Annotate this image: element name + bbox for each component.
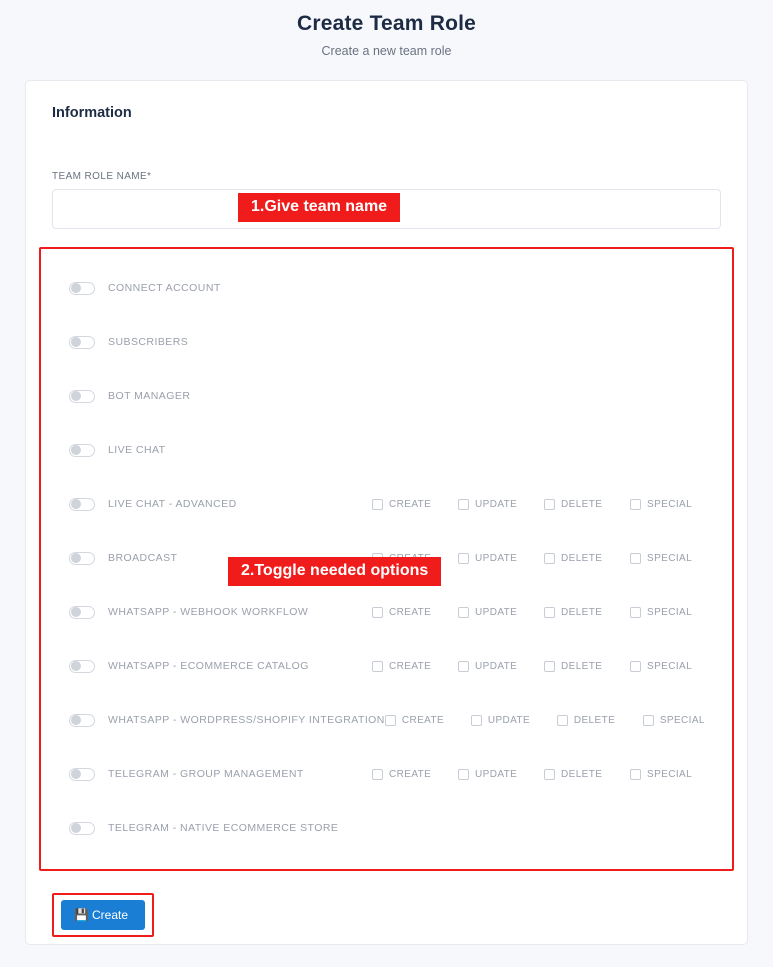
- checkbox-icon[interactable]: [544, 769, 555, 780]
- permission-toggle[interactable]: [69, 552, 95, 565]
- page-subtitle: Create a new team role: [321, 44, 452, 58]
- create-button-highlight: [52, 893, 154, 937]
- permission-action-label: UPDATE: [475, 606, 518, 618]
- page-title: Create Team Role: [296, 12, 477, 35]
- checkbox-icon[interactable]: [630, 661, 641, 672]
- checkbox-icon[interactable]: [643, 715, 654, 726]
- permission-action-label: SPECIAL: [647, 660, 693, 672]
- permission-label: LIVE CHAT - ADVANCED: [108, 498, 237, 510]
- permission-toggle[interactable]: [69, 498, 95, 511]
- permission-label: TELEGRAM - NATIVE ECOMMERCE STORE: [108, 822, 339, 834]
- permission-toggle[interactable]: [69, 606, 95, 619]
- permission-action-delete[interactable]: [544, 499, 606, 510]
- permission-toggle[interactable]: [69, 390, 95, 403]
- permission-actions: [372, 661, 714, 672]
- page-header: [0, 0, 773, 58]
- permission-action-label: UPDATE: [475, 660, 518, 672]
- permission-action-label: CREATE: [389, 768, 432, 780]
- permission-action-create[interactable]: [372, 499, 434, 510]
- checkbox-icon[interactable]: [471, 715, 482, 726]
- permission-toggle[interactable]: [69, 822, 95, 835]
- checkbox-icon[interactable]: [630, 499, 641, 510]
- checkbox-icon[interactable]: [630, 769, 641, 780]
- permission-row: [41, 693, 732, 747]
- checkbox-icon[interactable]: [458, 499, 469, 510]
- permission-action-label: CREATE: [401, 714, 445, 726]
- permission-label: WHATSAPP - WEBHOOK WORKFLOW: [108, 606, 309, 618]
- create-button-label: Create: [92, 908, 129, 922]
- permission-action-delete[interactable]: [544, 553, 606, 564]
- permission-action-update[interactable]: [458, 607, 520, 618]
- permission-action-label: DELETE: [561, 498, 603, 510]
- checkbox-icon[interactable]: [372, 661, 383, 672]
- permission-label: SUBSCRIBERS: [108, 336, 189, 348]
- permission-action-create[interactable]: [372, 607, 434, 618]
- checkbox-icon[interactable]: [458, 553, 469, 564]
- permission-action-label: SPECIAL: [647, 552, 693, 564]
- checkbox-icon[interactable]: [372, 607, 383, 618]
- permission-action-special[interactable]: [630, 661, 692, 672]
- permission-row: [41, 639, 732, 693]
- checkbox-icon[interactable]: [544, 553, 555, 564]
- team-role-name-label: TEAM ROLE NAME*: [52, 171, 152, 182]
- permission-row: [41, 477, 732, 531]
- permission-action-create[interactable]: [372, 769, 434, 780]
- permission-action-label: DELETE: [561, 660, 603, 672]
- permission-action-label: SPECIAL: [647, 498, 693, 510]
- checkbox-icon[interactable]: [544, 661, 555, 672]
- permission-action-label: DELETE: [561, 552, 603, 564]
- permission-action-label: CREATE: [389, 660, 432, 672]
- checkbox-icon[interactable]: [557, 715, 568, 726]
- annotation-callout-1: 1.Give team name: [238, 193, 400, 222]
- permission-action-label: UPDATE: [475, 498, 518, 510]
- permission-action-update[interactable]: [471, 715, 533, 726]
- permission-action-label: SPECIAL: [647, 768, 693, 780]
- permission-action-special[interactable]: [630, 499, 692, 510]
- card-footer: [26, 871, 747, 937]
- permission-label: LIVE CHAT: [108, 444, 166, 456]
- checkbox-icon[interactable]: [372, 769, 383, 780]
- permission-toggle[interactable]: [69, 336, 95, 349]
- permission-action-special[interactable]: [630, 553, 692, 564]
- permission-action-special[interactable]: [630, 769, 692, 780]
- permission-label: BOT MANAGER: [108, 390, 191, 402]
- checkbox-icon[interactable]: [458, 661, 469, 672]
- permission-action-update[interactable]: [458, 553, 520, 564]
- permission-action-delete[interactable]: [544, 661, 606, 672]
- permission-action-label: DELETE: [561, 606, 603, 618]
- annotation-callout-2: 2.Toggle needed options: [228, 557, 441, 586]
- permission-toggle[interactable]: [69, 660, 95, 673]
- create-button[interactable]: [61, 900, 145, 930]
- permission-label: WHATSAPP - WORDPRESS/SHOPIFY INTEGRATION: [108, 714, 385, 726]
- permission-actions: [372, 499, 714, 510]
- checkbox-icon[interactable]: [630, 607, 641, 618]
- permission-label: CONNECT ACCOUNT: [108, 282, 221, 294]
- checkbox-icon[interactable]: [458, 607, 469, 618]
- permission-label: TELEGRAM - GROUP MANAGEMENT: [108, 768, 304, 780]
- permission-action-label: CREATE: [389, 498, 432, 510]
- permission-action-create[interactable]: [385, 715, 447, 726]
- permission-action-delete[interactable]: [557, 715, 619, 726]
- permission-toggle[interactable]: [69, 714, 95, 727]
- permission-row: [41, 747, 732, 801]
- permission-action-create[interactable]: [372, 661, 434, 672]
- permission-action-label: UPDATE: [475, 552, 518, 564]
- permission-action-label: SPECIAL: [659, 714, 705, 726]
- permission-row: [41, 369, 732, 423]
- permission-action-update[interactable]: [458, 499, 520, 510]
- permission-row: [41, 315, 732, 369]
- permission-action-label: CREATE: [389, 606, 432, 618]
- checkbox-icon[interactable]: [544, 499, 555, 510]
- permission-action-label: DELETE: [561, 768, 603, 780]
- permission-toggle[interactable]: [69, 282, 95, 295]
- checkbox-icon[interactable]: [385, 715, 396, 726]
- checkbox-icon[interactable]: [544, 607, 555, 618]
- permission-toggle[interactable]: [69, 768, 95, 781]
- permission-row: [41, 801, 732, 855]
- permission-actions: [372, 769, 714, 780]
- permission-action-update[interactable]: [458, 661, 520, 672]
- permission-label: WHATSAPP - ECOMMERCE CATALOG: [108, 660, 309, 672]
- permission-action-label: UPDATE: [487, 714, 531, 726]
- card-heading: Information: [52, 105, 132, 121]
- permission-actions: [372, 607, 714, 618]
- permission-action-update[interactable]: [458, 769, 520, 780]
- permission-row: [41, 261, 732, 315]
- permission-action-special[interactable]: [643, 715, 705, 726]
- save-icon: 💾: [74, 907, 89, 922]
- permission-action-label: DELETE: [573, 714, 616, 726]
- permission-label: BROADCAST: [108, 552, 178, 564]
- permission-action-delete[interactable]: [544, 769, 606, 780]
- permission-row: [41, 423, 732, 477]
- permission-action-label: SPECIAL: [647, 606, 693, 618]
- permission-toggle[interactable]: [69, 444, 95, 457]
- permission-row: [41, 585, 732, 639]
- permission-action-special[interactable]: [630, 607, 692, 618]
- permission-action-label: UPDATE: [475, 768, 518, 780]
- checkbox-icon[interactable]: [372, 499, 383, 510]
- permission-action-delete[interactable]: [544, 607, 606, 618]
- permission-actions: [385, 715, 727, 726]
- checkbox-icon[interactable]: [458, 769, 469, 780]
- checkbox-icon[interactable]: [630, 553, 641, 564]
